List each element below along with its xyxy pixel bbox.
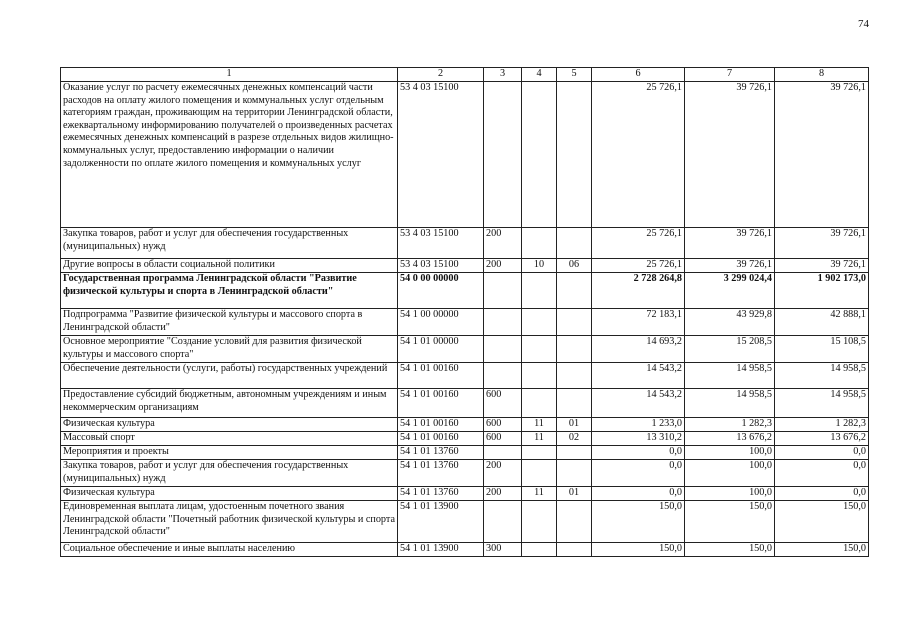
- table-row: [61, 309, 869, 336]
- table-row: [61, 363, 869, 389]
- header-col-8: 8: [775, 68, 869, 82]
- row-name: Оказание услуг по расчету ежемесячных денежных компенсаций части расходов на оплату жилого помещения и коммунальных услуг отдельным категориям граждан, проживающим на территории Ленинградской области, ежеквартальному информированию получателей о произведенных расчетах ежемесячных денежных компенсаций в разрезе отдельных видов жилищно-коммунальных услуг, предоставлению информации о наличии задолженности по оплате жилого помещения и коммунальных услуг: [61, 82, 398, 228]
- row-section: [522, 363, 557, 389]
- table-row: [61, 389, 869, 418]
- header-col-5: 5: [557, 68, 592, 82]
- row-expense-type: [484, 336, 522, 363]
- row-target-code: 54 1 01 00160: [398, 418, 484, 432]
- row-name: Основное мероприятие "Создание условий для развития физической культуры и массового спорта": [61, 336, 398, 363]
- row-subsection: 06: [557, 259, 592, 273]
- row-expense-type: [484, 309, 522, 336]
- header-col-4: 4: [522, 68, 557, 82]
- row-target-code: 53 4 03 15100: [398, 82, 484, 228]
- row-amount-col6: 0,0: [592, 487, 685, 501]
- row-amount-col8: 39 726,1: [775, 228, 869, 259]
- row-expense-type: 200: [484, 460, 522, 487]
- table-row: [61, 228, 869, 259]
- row-amount-col6: 0,0: [592, 460, 685, 487]
- row-amount-col6: 14 543,2: [592, 389, 685, 418]
- header-col-7: 7: [685, 68, 775, 82]
- row-subsection: [557, 363, 592, 389]
- row-name: Мероприятия и проекты: [61, 446, 398, 460]
- row-amount-col8: 39 726,1: [775, 259, 869, 273]
- row-section: 11: [522, 487, 557, 501]
- row-expense-type: 300: [484, 543, 522, 557]
- row-amount-col6: 1 233,0: [592, 418, 685, 432]
- table-row: [61, 446, 869, 460]
- row-section: [522, 389, 557, 418]
- row-expense-type: 200: [484, 259, 522, 273]
- row-subsection: [557, 309, 592, 336]
- row-target-code: 54 1 01 00160: [398, 432, 484, 446]
- row-section: 11: [522, 418, 557, 432]
- header-col-2: 2: [398, 68, 484, 82]
- row-expense-type: [484, 446, 522, 460]
- row-name: Социальное обеспечение и иные выплаты населению: [61, 543, 398, 557]
- row-target-code: 54 1 01 13760: [398, 460, 484, 487]
- row-amount-col8: 150,0: [775, 543, 869, 557]
- row-amount-col8: 0,0: [775, 487, 869, 501]
- row-amount-col8: 150,0: [775, 501, 869, 543]
- row-amount-col8: 42 888,1: [775, 309, 869, 336]
- row-target-code: 53 4 03 15100: [398, 259, 484, 273]
- row-subsection: 02: [557, 432, 592, 446]
- row-expense-type: 200: [484, 487, 522, 501]
- row-subsection: [557, 501, 592, 543]
- row-target-code: 54 1 01 00160: [398, 363, 484, 389]
- row-amount-col8: 0,0: [775, 460, 869, 487]
- row-target-code: 54 1 01 00160: [398, 389, 484, 418]
- row-target-code: 54 1 01 00000: [398, 336, 484, 363]
- row-name: Обеспечение деятельности (услуги, работы) государственных учреждений: [61, 363, 398, 389]
- header-col-1: 1: [61, 68, 398, 82]
- row-subsection: [557, 336, 592, 363]
- table-row: [61, 432, 869, 446]
- row-expense-type: 600: [484, 389, 522, 418]
- row-amount-col6: 14 543,2: [592, 363, 685, 389]
- row-section: [522, 460, 557, 487]
- row-target-code: 54 1 01 13760: [398, 446, 484, 460]
- row-section: [522, 228, 557, 259]
- row-section: [522, 446, 557, 460]
- row-name: Другие вопросы в области социальной политики: [61, 259, 398, 273]
- row-expense-type: 200: [484, 228, 522, 259]
- table-row: [61, 501, 869, 543]
- row-subsection: 01: [557, 487, 592, 501]
- row-section: [522, 273, 557, 309]
- row-amount-col6: 14 693,2: [592, 336, 685, 363]
- row-expense-type: 600: [484, 418, 522, 432]
- row-amount-col8: 14 958,5: [775, 389, 869, 418]
- row-amount-col7: 39 726,1: [685, 228, 775, 259]
- row-name: Физическая культура: [61, 487, 398, 501]
- row-name: Предоставление субсидий бюджетным, автономным учреждениям и иным некоммерческим организациям: [61, 389, 398, 418]
- row-amount-col6: 150,0: [592, 543, 685, 557]
- row-name: Физическая культура: [61, 418, 398, 432]
- row-target-code: 54 0 00 00000: [398, 273, 484, 309]
- row-target-code: 54 1 01 13900: [398, 501, 484, 543]
- table-row: [61, 336, 869, 363]
- row-amount-col8: 1 282,3: [775, 418, 869, 432]
- row-amount-col7: 150,0: [685, 543, 775, 557]
- row-amount-col6: 25 726,1: [592, 82, 685, 228]
- row-amount-col6: 25 726,1: [592, 228, 685, 259]
- row-subsection: [557, 82, 592, 228]
- row-name: Массовый спорт: [61, 432, 398, 446]
- row-amount-col7: 1 282,3: [685, 418, 775, 432]
- row-amount-col7: 43 929,8: [685, 309, 775, 336]
- row-target-code: 54 1 01 13760: [398, 487, 484, 501]
- row-amount-col7: 15 208,5: [685, 336, 775, 363]
- row-amount-col7: 100,0: [685, 446, 775, 460]
- row-amount-col7: 150,0: [685, 501, 775, 543]
- header-col-3: 3: [484, 68, 522, 82]
- row-amount-col8: 15 108,5: [775, 336, 869, 363]
- row-target-code: 54 1 00 00000: [398, 309, 484, 336]
- row-amount-col6: 150,0: [592, 501, 685, 543]
- row-section: [522, 82, 557, 228]
- row-target-code: 53 4 03 15100: [398, 228, 484, 259]
- row-amount-col8: 39 726,1: [775, 82, 869, 228]
- row-section: 10: [522, 259, 557, 273]
- header-col-6: 6: [592, 68, 685, 82]
- table-row: [61, 460, 869, 487]
- row-name: Подпрограмма "Развитие физической культуры и массового спорта в Ленинградской области": [61, 309, 398, 336]
- row-amount-col6: 0,0: [592, 446, 685, 460]
- row-amount-col6: 13 310,2: [592, 432, 685, 446]
- row-amount-col7: 13 676,2: [685, 432, 775, 446]
- row-name: Единовременная выплата лицам, удостоенным почетного звания Ленинградской области "Почетный работник физической культуры и спорта Ленинградской области": [61, 501, 398, 543]
- row-name: Закупка товаров, работ и услуг для обеспечения государственных (муниципальных) нужд: [61, 228, 398, 259]
- row-section: [522, 309, 557, 336]
- row-section: [522, 336, 557, 363]
- row-amount-col8: 13 676,2: [775, 432, 869, 446]
- row-amount-col7: 14 958,5: [685, 363, 775, 389]
- row-name: Закупка товаров, работ и услуг для обеспечения государственных (муниципальных) нужд: [61, 460, 398, 487]
- row-expense-type: 600: [484, 432, 522, 446]
- row-amount-col7: 39 726,1: [685, 259, 775, 273]
- row-expense-type: [484, 82, 522, 228]
- table-row: [61, 259, 869, 273]
- row-amount-col6: 2 728 264,8: [592, 273, 685, 309]
- table-row: [61, 273, 869, 309]
- row-subsection: [557, 446, 592, 460]
- row-amount-col8: 14 958,5: [775, 363, 869, 389]
- table-header-row: [61, 68, 869, 82]
- page-number: 74: [858, 18, 869, 30]
- row-amount-col7: 100,0: [685, 460, 775, 487]
- row-amount-col7: 3 299 024,4: [685, 273, 775, 309]
- budget-table: [60, 67, 869, 557]
- row-expense-type: [484, 501, 522, 543]
- table-row: [61, 82, 869, 228]
- row-amount-col8: 0,0: [775, 446, 869, 460]
- row-subsection: [557, 460, 592, 487]
- row-amount-col7: 100,0: [685, 487, 775, 501]
- row-amount-col6: 72 183,1: [592, 309, 685, 336]
- row-subsection: [557, 543, 592, 557]
- row-expense-type: [484, 363, 522, 389]
- row-amount-col6: 25 726,1: [592, 259, 685, 273]
- table-body: [61, 82, 869, 557]
- row-subsection: [557, 389, 592, 418]
- row-section: [522, 501, 557, 543]
- table-row: [61, 543, 869, 557]
- row-amount-col7: 39 726,1: [685, 82, 775, 228]
- row-subsection: [557, 273, 592, 309]
- row-section: [522, 543, 557, 557]
- row-subsection: [557, 228, 592, 259]
- row-amount-col8: 1 902 173,0: [775, 273, 869, 309]
- row-expense-type: [484, 273, 522, 309]
- table-row: [61, 418, 869, 432]
- row-amount-col7: 14 958,5: [685, 389, 775, 418]
- row-subsection: 01: [557, 418, 592, 432]
- row-name: Государственная программа Ленинградской области "Развитие физической культуры и спорта в Ленинградской области": [61, 273, 398, 309]
- row-section: 11: [522, 432, 557, 446]
- row-target-code: 54 1 01 13900: [398, 543, 484, 557]
- table-row: [61, 487, 869, 501]
